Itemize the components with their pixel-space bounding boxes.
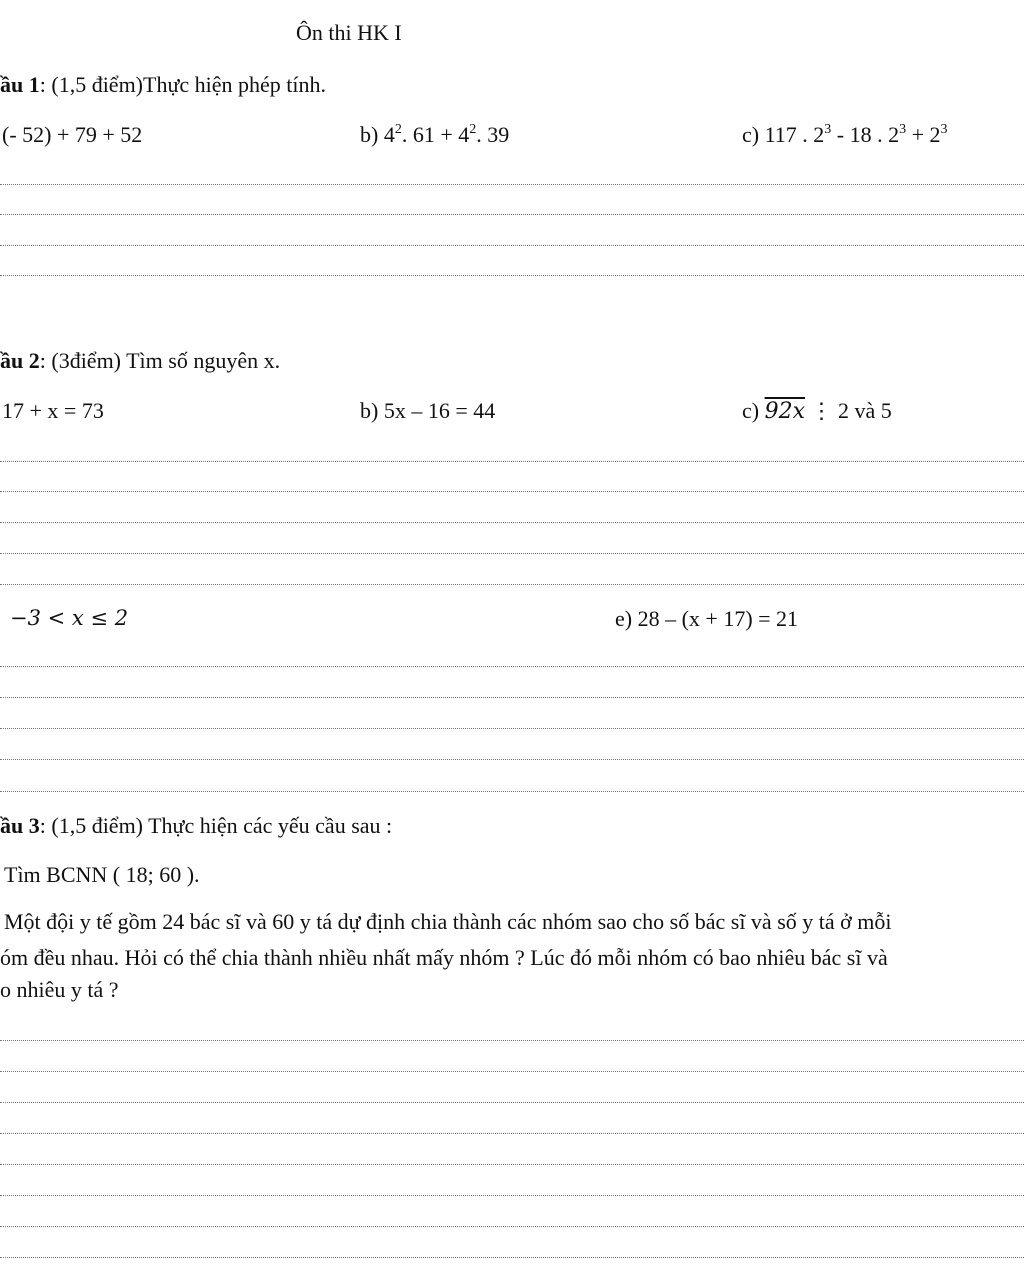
answer-line: [0, 553, 1024, 554]
q1c-text-3: + 2: [906, 122, 941, 147]
answer-line: [0, 184, 1024, 185]
question-2-label: ầu 2: [0, 348, 40, 373]
answer-line: [0, 491, 1024, 492]
question-3-part-b-line-1: Một đội y tế gồm 24 bác sĩ và 60 y tá dự định chia thành các nhóm sao cho số bác sĩ và số y tá ở mỗi: [4, 909, 892, 934]
answer-line: [0, 1226, 1024, 1227]
answer-line: [0, 214, 1024, 215]
answer-line: [0, 461, 1024, 462]
answer-line: [0, 1195, 1024, 1196]
answer-line: [0, 275, 1024, 276]
q1b-text-3: . 39: [476, 122, 510, 147]
answer-line: [0, 1102, 1024, 1103]
answer-line: [0, 791, 1024, 792]
q2c-suffix: ⋮ 2 và 5: [805, 398, 892, 423]
q1c-exponent-1: 3: [824, 122, 832, 137]
question-3-part-b-line-3: o nhiêu y tá ?: [0, 977, 119, 1002]
answer-line: [0, 728, 1024, 729]
question-2-part-b: b) 5x – 16 = 44: [360, 398, 496, 423]
answer-line: [0, 1164, 1024, 1165]
q1b-exponent-2: 2: [469, 122, 477, 137]
question-1-part-a: (- 52) + 79 + 52: [2, 122, 143, 147]
q1c-exponent-2: 3: [899, 122, 907, 137]
question-3-label: ầu 3: [0, 813, 40, 838]
page-title: Ôn thi HK I: [296, 20, 402, 45]
question-2-part-d: −3 < x ≤ 2: [10, 606, 129, 630]
answer-line: [0, 584, 1024, 585]
question-3-heading: [0, 815, 392, 837]
q1b-text-2: . 61 + 4: [401, 122, 470, 147]
answer-line: [0, 666, 1024, 667]
answer-line: [0, 1040, 1024, 1041]
question-2-heading: [0, 350, 280, 372]
q2c-prefix: c): [742, 398, 765, 423]
question-1-description: : (1,5 điểm)Thực hiện phép tính.: [39, 72, 326, 97]
question-3-part-b-line-2: óm đều nhau. Hỏi có thể chia thành nhiều nhất mấy nhóm ? Lúc đó mỗi nhóm có bao nhiêu bác sĩ và: [0, 945, 888, 970]
question-1-part-c: [742, 124, 948, 146]
q1b-exponent-1: 2: [394, 122, 402, 137]
answer-line: [0, 697, 1024, 698]
answer-line: [0, 759, 1024, 760]
question-3-part-a: Tìm BCNN ( 18; 60 ).: [4, 862, 200, 887]
answer-line: [0, 522, 1024, 523]
q1c-text-2: - 18 . 2: [831, 122, 900, 147]
q1b-text-1: b) 4: [360, 122, 395, 147]
q2c-overlined-number: 92x: [764, 399, 805, 424]
answer-line: [0, 245, 1024, 246]
answer-line: [0, 1071, 1024, 1072]
q1c-exponent-3: 3: [940, 122, 948, 137]
question-1-part-b: [360, 124, 509, 146]
answer-line: [0, 1133, 1024, 1134]
question-2-part-e: e) 28 – (x + 17) = 21: [615, 606, 799, 631]
question-1-heading: [0, 74, 326, 96]
question-1-label: ầu 1: [0, 72, 40, 97]
answer-line: [0, 1257, 1024, 1258]
q1c-text-1: c) 117 . 2: [742, 122, 825, 147]
question-2-part-c: [742, 400, 892, 423]
question-2-part-a: 17 + x = 73: [2, 398, 104, 423]
question-3-description: : (1,5 điểm) Thực hiện các yếu cầu sau :: [39, 813, 393, 838]
question-2-description: : (3điểm) Tìm số nguyên x.: [39, 348, 281, 373]
